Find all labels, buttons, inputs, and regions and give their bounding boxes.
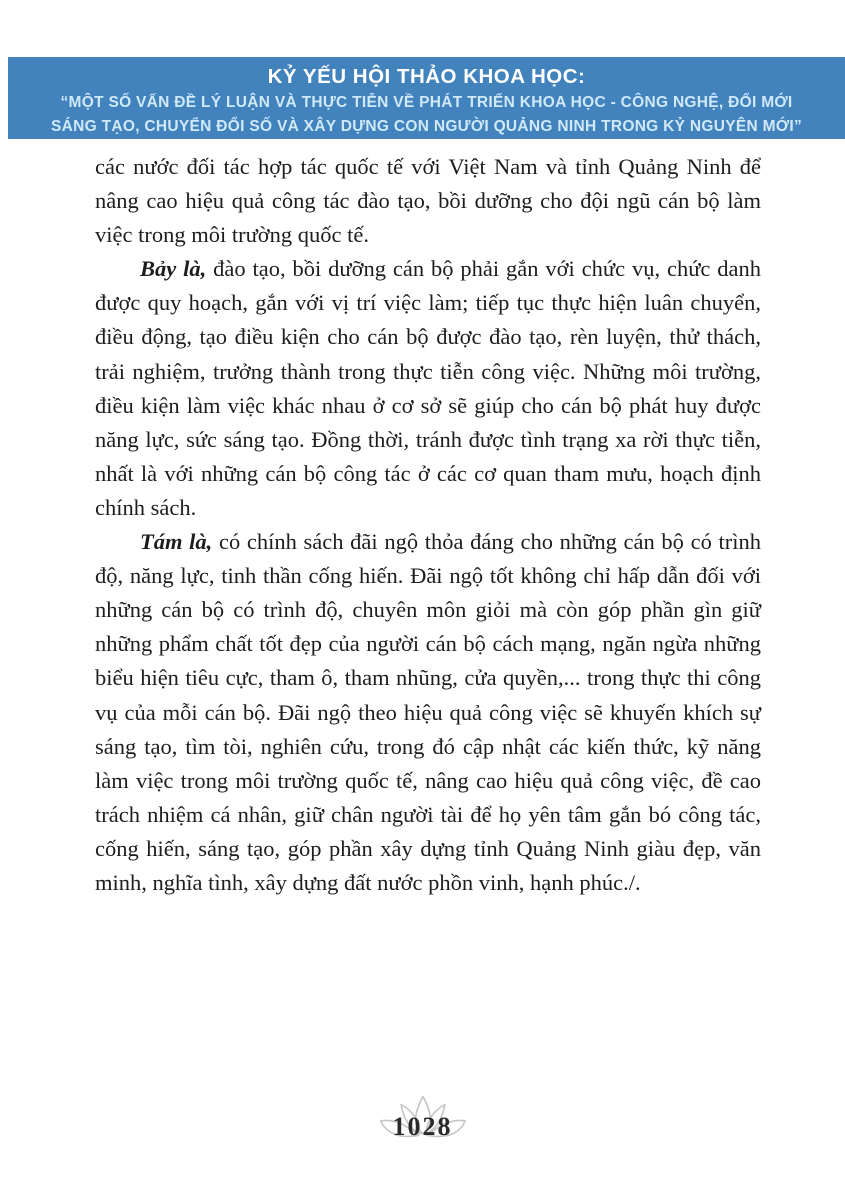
paragraph-text: có chính sách đãi ngộ thỏa đáng cho những cán bộ có trình độ, năng lực, tinh thần cống hiến. Đãi ngộ tốt không chỉ hấp dẫn đối với những cán bộ có trình độ, chuyên môn giỏi mà còn góp phần gìn giữ những phẩm chất tốt đẹp của người cán bộ cách mạng, ngăn ngừa những biểu hiện tiêu cực, tham ô, tham nhũng, cửa quyền,... trong thực thi công vụ của mỗi cán bộ. Đãi ngộ theo hiệu quả công việc sẽ khuyến khích sự sáng tạo, tìm tòi, nghiên cứu, trong đó cập nhật các kiến thức, kỹ năng làm việc trong môi trường quốc tế, nâng cao hiệu quả công việc, đề cao trách nhiệm cá nhân, giữ chân người tài để họ yên tâm gắn bó công tác, cống hiến, sáng tạo, góp phần xây dựng tỉnh Quảng Ninh giàu đẹp, văn minh, nghĩa tình, xây dựng đất nước phồn vinh, hạnh phúc./. (95, 529, 761, 895)
banner-title: KỶ YẾU HỘI THẢO KHOA HỌC: (267, 65, 586, 88)
banner-subtitle-line1: “MỘT SỐ VẤN ĐỀ LÝ LUẬN VÀ THỰC TIỄN VỀ PHÁT TRIỂN KHOA HỌC - CÔNG NGHỆ, ĐỔI MỚI (60, 94, 793, 111)
paragraph-lead: Bảy là, (140, 256, 207, 282)
paragraph-tam-la (95, 525, 761, 900)
paragraph-text: các nước đối tác hợp tác quốc tế với Việt Nam và tỉnh Quảng Ninh để nâng cao hiệu quả công tác đào tạo, bồi dưỡng cho đội ngũ cán bộ làm việc trong môi trường quốc tế. (95, 154, 761, 248)
paragraph-bay-la (95, 252, 761, 525)
page-footer (363, 1094, 483, 1150)
paragraph-text: đào tạo, bồi dưỡng cán bộ phải gắn với chức vụ, chức danh được quy hoạch, gắn với vị trí việc làm; tiếp tục thực hiện luân chuyển, điều động, tạo điều kiện cho cán bộ được đào tạo, rèn luyện, thử thách, trải nghiệm, trưởng thành trong thực tiễn công việc. Những môi trường, điều kiện làm việc khác nhau ở cơ sở sẽ giúp cho cán bộ phát huy được năng lực, sức sáng tạo. Đồng thời, tránh được tình trạng xa rời thực tiễn, nhất là với những cán bộ công tác ở các cơ quan tham mưu, hoạch định chính sách. (95, 256, 761, 520)
paragraph-lead: Tám là, (140, 529, 213, 555)
page-number: 1028 (392, 1112, 453, 1141)
paragraph-continuation (95, 150, 761, 252)
document-body (95, 150, 761, 900)
conference-header-banner (8, 57, 845, 139)
banner-subtitle-line2: SÁNG TẠO, CHUYỂN ĐỔI SỐ VÀ XÂY DỰNG CON NGƯỜI QUẢNG NINH TRONG KỶ NGUYÊN MỚI” (51, 118, 802, 135)
